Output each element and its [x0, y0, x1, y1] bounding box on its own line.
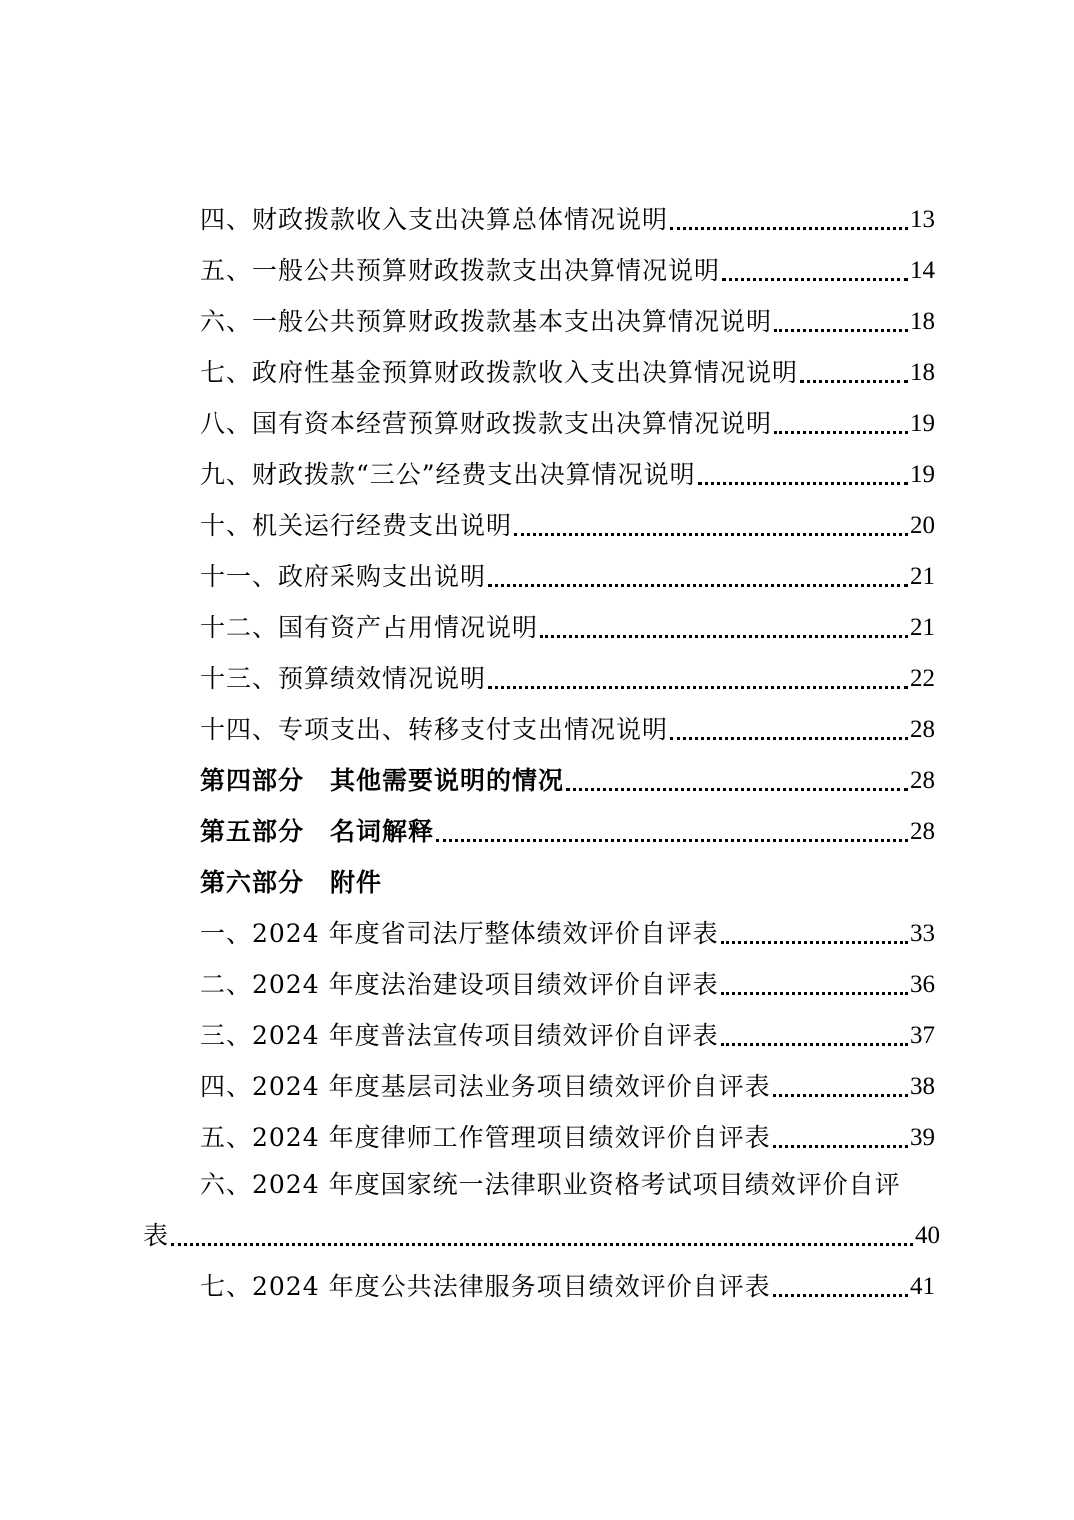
toc-entry-page: 33 [910, 920, 935, 947]
dot-leader [721, 992, 908, 995]
toc-entry-page: 21 [910, 614, 935, 641]
toc-entry-page: 19 [910, 410, 935, 437]
toc-entry[interactable] [200, 251, 935, 287]
toc-entry-title: 第六部分 附件 [200, 868, 383, 897]
toc-entry-title: 十三、预算绩效情况说明 [200, 664, 487, 693]
toc-entry-title: 五、2024 年度律师工作管理项目绩效评价自评表 [200, 1123, 771, 1152]
toc-entry-page: 39 [910, 1124, 935, 1151]
dot-leader [773, 1094, 908, 1097]
toc-entry-page: 21 [910, 563, 935, 590]
toc-entry-title: 四、财政拨款收入支出决算总体情况说明 [200, 205, 669, 234]
toc-entry-title: 第四部分 其他需要说明的情况 [200, 766, 565, 795]
toc-entry-title: 三、2024 年度普法宣传项目绩效评价自评表 [200, 1021, 719, 1050]
toc-entry[interactable] [200, 914, 935, 950]
toc-entry-title: 五、一般公共预算财政拨款支出决算情况说明 [200, 256, 721, 285]
toc-entry-title: 一、2024 年度省司法厅整体绩效评价自评表 [200, 919, 719, 948]
toc-entry[interactable] [200, 608, 935, 644]
dot-leader [514, 533, 908, 536]
toc-entry-page: 28 [910, 767, 935, 794]
dot-leader [773, 1294, 908, 1297]
dot-leader [698, 482, 908, 485]
toc-entry[interactable] [200, 710, 935, 746]
toc-entry-page: 40 [915, 1222, 940, 1249]
toc-entry-page: 36 [910, 971, 935, 998]
toc-entry-title: 第五部分 名词解释 [200, 817, 435, 846]
toc-entry-title: 十、机关运行经费支出说明 [200, 511, 513, 540]
toc-entry-page: 41 [910, 1273, 935, 1300]
toc-entry-title: 六、2024 年度国家统一法律职业资格考试项目绩效评价自评 [200, 1170, 901, 1199]
dot-leader [774, 431, 908, 434]
toc-entry-page: 14 [910, 257, 935, 284]
toc-entry-page: 18 [910, 359, 935, 386]
dot-leader [773, 1145, 908, 1148]
dot-leader [540, 635, 908, 638]
toc-entry-title: 二、2024 年度法治建设项目绩效评价自评表 [200, 970, 719, 999]
toc-entry-wrapped-line[interactable] [200, 1165, 935, 1201]
toc-entry-title: 九、财政拨款“三公”经费支出决算情况说明 [200, 460, 696, 489]
toc-entry-page: 22 [910, 665, 935, 692]
toc-entry-title: 十二、国有资产占用情况说明 [200, 613, 539, 642]
dot-leader [171, 1243, 913, 1246]
toc-entry-page: 38 [910, 1073, 935, 1100]
toc-entry-title: 七、政府性基金预算财政拨款收入支出决算情况说明 [200, 358, 799, 387]
toc-entry[interactable] [200, 659, 935, 695]
toc-entry-title: 八、国有资本经营预算财政拨款支出决算情况说明 [200, 409, 773, 438]
toc-entry-page: 18 [910, 308, 935, 335]
toc-entry[interactable] [200, 455, 935, 491]
dot-leader [722, 278, 908, 281]
toc-section-entry[interactable] [200, 812, 935, 848]
toc-entry-page: 28 [910, 716, 935, 743]
toc-section-heading[interactable] [200, 863, 935, 899]
toc-entry-continuation[interactable] [143, 1216, 940, 1252]
dot-leader [670, 737, 908, 740]
toc-entry[interactable] [200, 1016, 935, 1052]
toc-entry[interactable] [200, 404, 935, 440]
toc-entry[interactable] [200, 1067, 935, 1103]
toc-entry[interactable] [200, 1118, 935, 1154]
dot-leader [721, 1043, 908, 1046]
toc-entry[interactable] [200, 506, 935, 542]
toc-entry[interactable] [200, 200, 935, 236]
toc-entry-page: 28 [910, 818, 935, 845]
dot-leader [488, 686, 908, 689]
dot-leader [774, 329, 908, 332]
toc-entry-title: 十四、专项支出、转移支付支出情况说明 [200, 715, 669, 744]
dot-leader [721, 941, 908, 944]
dot-leader [488, 584, 908, 587]
toc-entry[interactable] [200, 302, 935, 338]
dot-leader [566, 788, 908, 791]
toc-entry-title: 六、一般公共预算财政拨款基本支出决算情况说明 [200, 307, 773, 336]
dot-leader [436, 839, 908, 842]
toc-entry[interactable] [200, 557, 935, 593]
toc-entry-page: 37 [910, 1022, 935, 1049]
toc-entry-title: 四、2024 年度基层司法业务项目绩效评价自评表 [200, 1072, 771, 1101]
toc-entry[interactable] [200, 353, 935, 389]
toc-entry-page: 19 [910, 461, 935, 488]
toc-entry-title: 七、2024 年度公共法律服务项目绩效评价自评表 [200, 1272, 771, 1301]
toc-entry-page: 20 [910, 512, 935, 539]
dot-leader [670, 227, 908, 230]
toc-entry-title: 表 [143, 1221, 170, 1250]
toc-section-entry[interactable] [200, 761, 935, 797]
toc-entry-page: 13 [910, 206, 935, 233]
toc-entry[interactable] [200, 1267, 935, 1303]
dot-leader [800, 380, 908, 383]
toc-entry[interactable] [200, 965, 935, 1001]
toc-entry-title: 十一、政府采购支出说明 [200, 562, 487, 591]
